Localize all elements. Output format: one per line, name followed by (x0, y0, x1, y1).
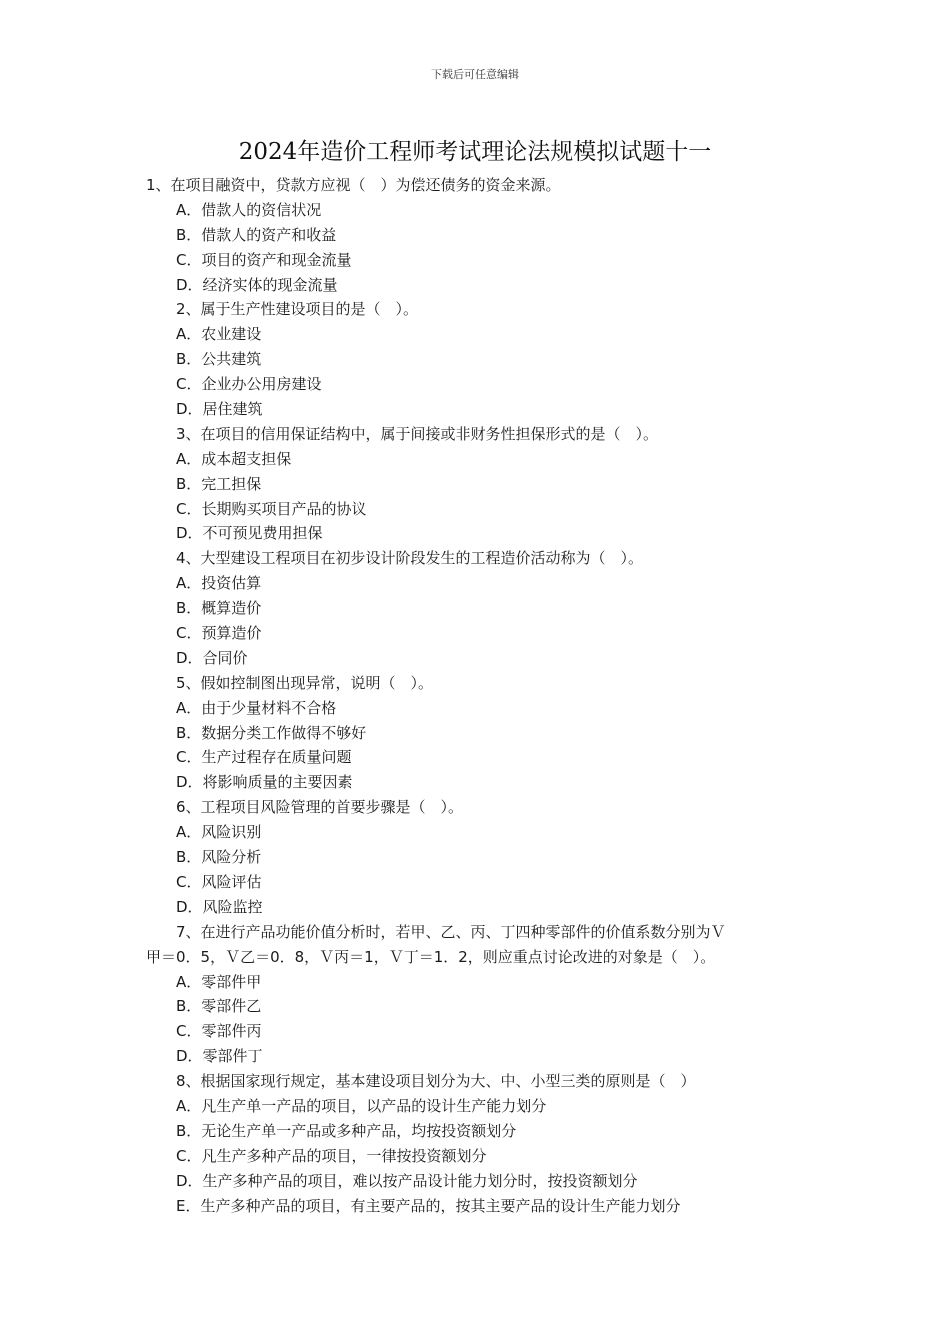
answer-option: C．项目的资产和现金流量 (176, 250, 352, 269)
question-stem: 8、根据国家现行规定，基本建设项目划分为大、中、小型三类的原则是（ ） (176, 1072, 696, 1091)
question-stem: 1、在项目融资中，贷款方应视（ ）为偿还债务的资金来源。 (146, 176, 561, 194)
answer-option: D．生产多种产品的项目，难以按产品设计能力划分时，按投资额划分 (176, 1171, 638, 1190)
answer-option: C．预算造价 (176, 624, 262, 643)
answer-option: A．由于少量材料不合格 (176, 698, 337, 717)
answer-option: C．企业办公用房建设 (176, 375, 322, 394)
answer-option: D．零部件丁 (176, 1047, 263, 1066)
question-stem: 6、工程项目风险管理的首要步骤是（ ）。 (176, 798, 464, 817)
answer-option: D．居住建筑 (176, 400, 263, 419)
question-stem: 3、在项目的信用保证结构中，属于间接或非财务性担保形式的是（ ）。 (176, 424, 659, 443)
question-stem: 5、假如控制图出现异常，说明（ ）。 (176, 673, 434, 692)
question-stem: 4、大型建设工程项目在初步设计阶段发生的工程造价活动称为（ ）。 (176, 549, 644, 568)
answer-option: B．零部件乙 (176, 997, 262, 1016)
answer-option: D．合同价 (176, 648, 248, 667)
answer-option: A．风险识别 (176, 823, 262, 842)
answer-option: D．经济实体的现金流量 (176, 275, 338, 294)
document-title: 2024年造价工程师考试理论法规模拟试题十一 (238, 139, 712, 165)
answer-option: D．将影响质量的主要因素 (176, 773, 353, 792)
answer-option: B．数据分类工作做得不够好 (176, 723, 367, 742)
answer-option: A．投资估算 (176, 574, 262, 593)
answer-option: E．生产多种产品的项目，有主要产品的，按其主要产品的设计生产能力划分 (176, 1196, 681, 1215)
answer-option: B．概算造价 (176, 599, 262, 618)
answer-option: D．风险监控 (176, 897, 263, 916)
answer-option: B．无论生产单一产品或多种产品，均按投资额划分 (176, 1121, 517, 1140)
answer-option: B．风险分析 (176, 848, 262, 867)
answer-option: B．公共建筑 (176, 350, 262, 369)
answer-option: C．凡生产多种产品的项目，一律按投资额划分 (176, 1146, 487, 1165)
question-stem: 2、属于生产性建设项目的是（ ）。 (176, 300, 419, 319)
question-stem: 7、在进行产品功能价值分析时，若甲、乙、丙、丁四种零部件的价值系数分别为Ｖ (176, 922, 726, 941)
page-header-note: 下载后可任意编辑 (431, 68, 519, 81)
answer-option: C．生产过程存在质量问题 (176, 748, 352, 767)
answer-option: A．农业建设 (176, 325, 262, 344)
answer-option: B．借款人的资产和收益 (176, 225, 337, 244)
answer-option: A．借款人的资信状况 (176, 200, 322, 219)
answer-option: A．凡生产单一产品的项目，以产品的设计生产能力划分 (176, 1096, 547, 1115)
question-stem-continued: 甲＝0．5，Ｖ乙＝0．8，Ｖ丙＝1，Ｖ丁＝1．2，则应重点讨论改进的对象是（ ）。 (146, 947, 716, 966)
answer-option: B．完工担保 (176, 474, 262, 493)
answer-option: D．不可预见费用担保 (176, 524, 323, 543)
answer-option: C．长期购买项目产品的协议 (176, 499, 367, 518)
answer-option: A．成本超支担保 (176, 449, 292, 468)
question-list (0, 173, 950, 1218)
answer-option: C．风险评估 (176, 872, 262, 891)
answer-option: C．零部件丙 (176, 1022, 262, 1041)
answer-option: A．零部件甲 (176, 972, 262, 991)
